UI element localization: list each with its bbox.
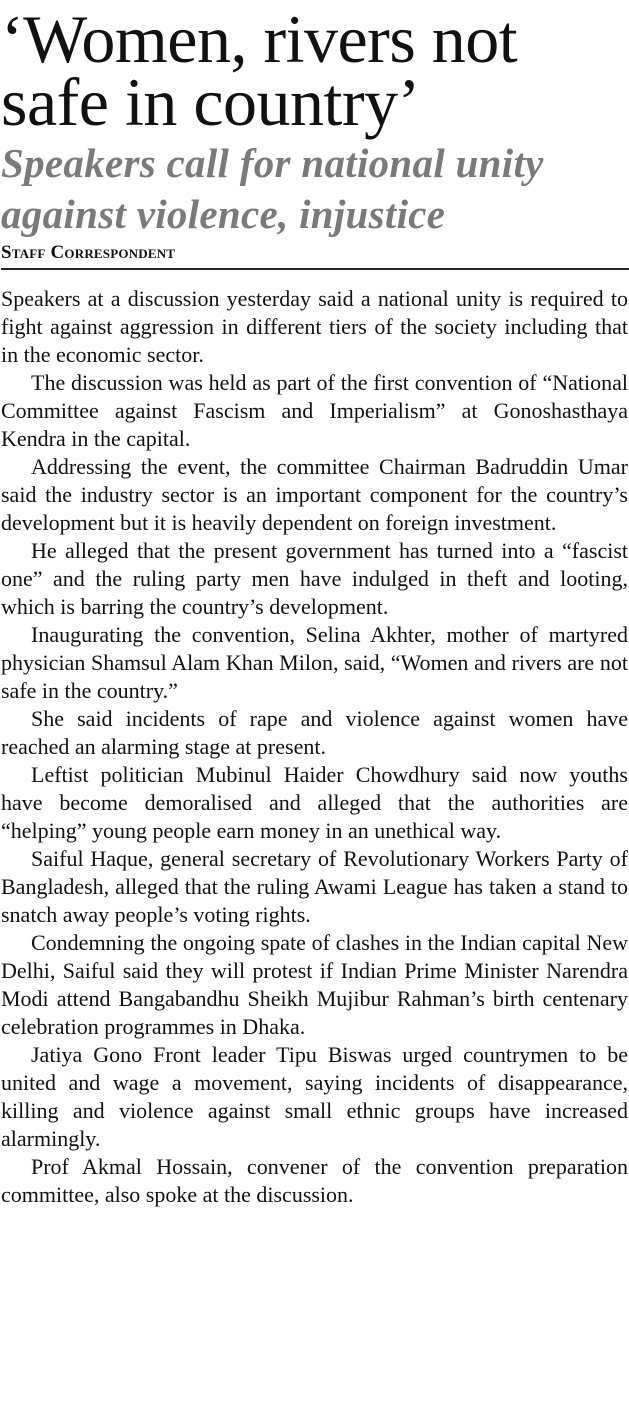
paragraph: The discussion was held as part of the first convention of “National Committee against Fascism and Imperialism” at Gonoshasthaya Kendra in the capital. — [1, 370, 628, 451]
paragraph: Inaugurating the convention, Selina Akhter, mother of martyred physician Shamsul Alam Khan Milon, said, “Women and rivers are not safe in the country.” — [1, 622, 628, 703]
paragraph: Leftist politician Mubinul Haider Chowdhury said now youths have become demoralised and alleged that the authorities are “helping” young people earn money in an unethical way. — [1, 762, 628, 843]
paragraph: Condemning the ongoing spate of clashes in the Indian capital New Delhi, Saiful said they will protest if Indian Prime Minister Narendra Modi attend Bangabandhu Sheikh Mujibur Rahman’s birth centenary celebration programmes in Dhaka. — [1, 930, 628, 1039]
paragraph: Speakers at a discussion yesterday said a national unity is required to fight against aggression in different tiers of the society including that in the economic sector. — [1, 286, 628, 367]
paragraph: Prof Akmal Hossain, convener of the convention preparation committee, also spoke at the discussion. — [1, 1154, 628, 1207]
paragraph: Addressing the event, the committee Chairman Badruddin Umar said the industry sector is an important component for the country’s development but it is heavily dependent on foreign investment. — [1, 454, 628, 535]
article-body — [1, 285, 628, 1209]
paragraph: He alleged that the present government has turned into a “fascist one” and the ruling party men have indulged in theft and looting, which is barring the country’s development. — [1, 538, 628, 619]
paragraph: Saiful Haque, general secretary of Revolutionary Workers Party of Bangladesh, alleged that the ruling Awami League has taken a stand to snatch away people’s voting rights. — [1, 846, 628, 927]
byline: Staff Correspondent — [1, 242, 176, 263]
headline: ‘Women, rivers not safe in country’ — [1, 1, 518, 140]
divider-rule — [1, 268, 629, 270]
paragraph: She said incidents of rape and violence against women have reached an alarming stage at present. — [1, 706, 628, 759]
subheadline: Speakers call for national unity against violence, injustice — [1, 140, 544, 237]
paragraph: Jatiya Gono Front leader Tipu Biswas urged countrymen to be united and wage a movement, saying incidents of disappearance, killing and violence against small ethnic groups have increased alarmingly. — [1, 1042, 628, 1151]
